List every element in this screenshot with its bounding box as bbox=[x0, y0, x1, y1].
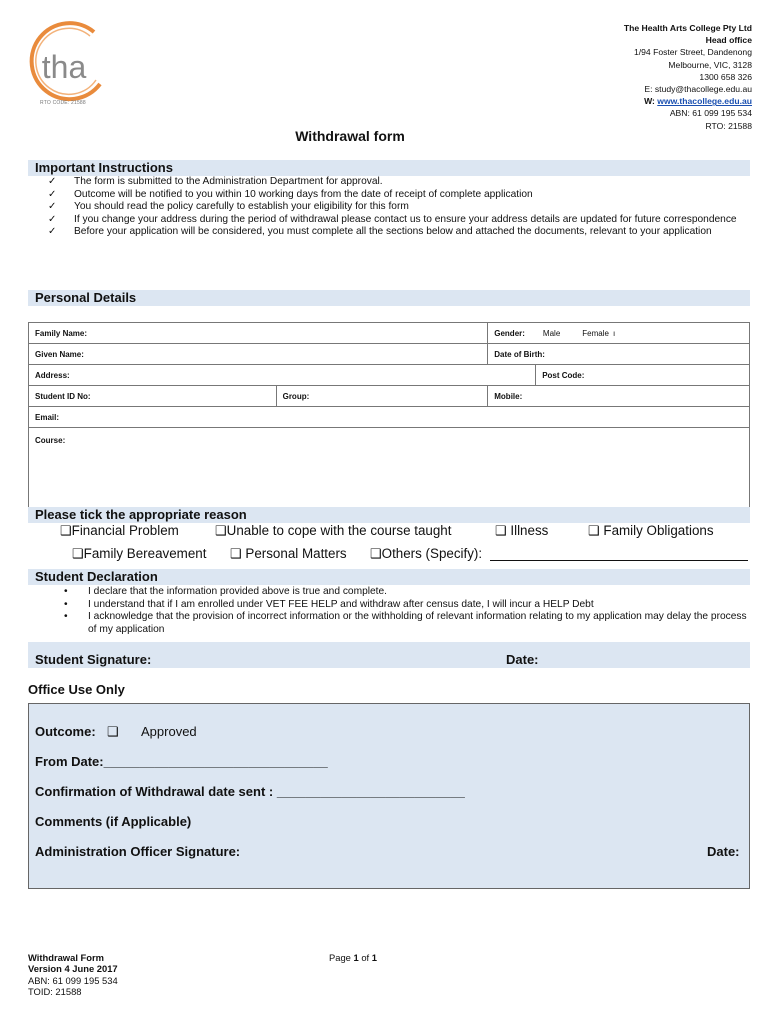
website-line bbox=[624, 95, 752, 107]
checkbox-icon[interactable]: ❑ bbox=[72, 546, 84, 561]
footer-form-name: Withdrawal Form bbox=[28, 952, 104, 963]
footer-version: Version 4 June 2017 bbox=[28, 963, 118, 975]
instruction-item: ✓ You should read the policy carefully to establish your eligibility for this form bbox=[48, 201, 409, 212]
checkbox-icon[interactable]: ❑ bbox=[495, 523, 507, 538]
gender-female[interactable]: Female bbox=[582, 328, 609, 338]
rto: RTO: 21588 bbox=[705, 120, 752, 131]
email-field[interactable]: Email: bbox=[29, 407, 750, 428]
signature-bar bbox=[28, 642, 750, 668]
logo-rto-code: RTO CODE: 21588 bbox=[40, 100, 86, 106]
declaration-heading: Student Declaration bbox=[28, 569, 750, 585]
checkbox-icon[interactable]: ❑ bbox=[230, 546, 242, 561]
gender-male[interactable]: Male bbox=[542, 328, 561, 338]
checkbox-icon[interactable]: ❑ bbox=[588, 523, 600, 538]
abn: ABN: 61 099 195 534 bbox=[669, 108, 752, 119]
footer-toid: TOID: 21588 bbox=[28, 986, 82, 998]
logo-text: tha bbox=[41, 49, 87, 85]
footer-info bbox=[28, 952, 118, 998]
footer-abn: ABN: 61 099 195 534 bbox=[28, 974, 118, 986]
approved-label: Approved bbox=[141, 724, 197, 739]
website-link[interactable]: www.thacollege.edu.au bbox=[657, 96, 752, 107]
city: Melbourne, VIC, 3128 bbox=[668, 59, 752, 70]
company-name: The Health Arts College Pty Ltd bbox=[623, 23, 752, 33]
form-title: Withdrawal form bbox=[295, 128, 405, 144]
course-field[interactable]: Course: bbox=[29, 428, 750, 521]
gender-female-box[interactable]: ı bbox=[612, 328, 616, 338]
head-office: Head office bbox=[705, 35, 752, 46]
bullet-icon: • bbox=[64, 598, 68, 610]
personal-details-table bbox=[28, 322, 750, 521]
mobile-field[interactable]: Mobile: bbox=[488, 386, 750, 407]
reason-unable[interactable]: ❑Unable to cope with the course taught bbox=[215, 523, 452, 538]
check-icon: ✓ bbox=[48, 176, 57, 187]
check-icon: ✓ bbox=[48, 213, 57, 225]
reason-financial[interactable]: ❑Financial Problem bbox=[60, 523, 179, 538]
instruction-item: ✓ Before your application will be considered, you must complete all the sections below and attached the documents, relevant to your application bbox=[48, 226, 712, 237]
student-id-field[interactable]: Student ID No: bbox=[29, 386, 277, 407]
checkbox-icon[interactable]: ❑ bbox=[60, 523, 72, 538]
post-code-field[interactable]: Post Code: bbox=[536, 365, 750, 386]
checkbox-icon[interactable]: ❑ bbox=[107, 724, 119, 739]
street: 1/94 Foster Street, Dandenong bbox=[633, 47, 752, 58]
instruction-item: ✓ Outcome will be notified to you within 10 working days from the date of receipt of complete application bbox=[48, 188, 533, 200]
student-date-label[interactable]: Date: bbox=[506, 652, 539, 667]
college-logo bbox=[24, 18, 112, 110]
checkbox-icon[interactable]: ❑ bbox=[370, 546, 382, 561]
declaration-item: • I declare that the information provided above is true and complete. bbox=[64, 586, 388, 597]
instruction-item: ✓ If you change your address during the period of withdrawal please contact us to ensure your address details are updated for future correspondence bbox=[48, 213, 737, 225]
office-use-box bbox=[28, 703, 750, 889]
confirmation-field[interactable]: Confirmation of Withdrawal date sent : __________________________ bbox=[35, 784, 465, 799]
reason-others[interactable]: ❑Others (Specify): bbox=[370, 546, 483, 561]
group-field[interactable]: Group: bbox=[276, 386, 488, 407]
phone: 1300 658 326 bbox=[699, 71, 752, 82]
check-icon: ✓ bbox=[48, 201, 57, 212]
instructions-list bbox=[44, 176, 754, 239]
instructions-heading: Important Instructions bbox=[28, 160, 750, 176]
check-icon: ✓ bbox=[48, 226, 57, 237]
others-specify-line[interactable] bbox=[490, 560, 748, 561]
outcome-label: Outcome: bbox=[35, 724, 96, 739]
dob-field[interactable]: Date of Birth: bbox=[488, 344, 750, 365]
family-name-field[interactable]: Family Name: bbox=[29, 323, 488, 344]
student-signature-label[interactable]: Student Signature: bbox=[35, 652, 152, 667]
email: E: study@thacollege.edu.au bbox=[644, 84, 752, 95]
declaration-list bbox=[44, 586, 754, 636]
admin-signature-label[interactable]: Administration Officer Signature: bbox=[35, 844, 241, 859]
comments-label: Comments (if Applicable) bbox=[35, 814, 192, 829]
address-field[interactable]: Address: bbox=[29, 365, 536, 386]
from-date-field[interactable]: From Date:_______________________________ bbox=[35, 754, 328, 769]
web-prefix: W: bbox=[644, 96, 658, 107]
gender-field[interactable]: Gender: Male Female ı bbox=[488, 323, 750, 344]
declaration-item: • I acknowledge that the provision of incorrect information or the withholding of relevant information relating to my application may delay the process of my application bbox=[64, 611, 747, 635]
admin-date-label[interactable]: Date: bbox=[707, 844, 740, 859]
instruction-item: ✓ The form is submitted to the Administration Department for approval. bbox=[48, 176, 383, 187]
address-block bbox=[624, 22, 752, 132]
page-number: Page 1 of 1 bbox=[329, 952, 377, 963]
reason-personal[interactable]: ❑ Personal Matters bbox=[230, 546, 347, 561]
reason-family-obligations[interactable]: ❑ Family Obligations bbox=[588, 523, 714, 538]
reason-bereavement[interactable]: ❑Family Bereavement bbox=[72, 546, 207, 561]
given-name-field[interactable]: Given Name: bbox=[29, 344, 488, 365]
bullet-icon: • bbox=[64, 586, 68, 597]
check-icon: ✓ bbox=[48, 188, 57, 200]
reason-illness[interactable]: ❑ Illness bbox=[495, 523, 549, 538]
office-use-heading: Office Use Only bbox=[28, 682, 125, 697]
bullet-icon: • bbox=[64, 611, 68, 622]
reason-heading: Please tick the appropriate reason bbox=[28, 507, 750, 523]
declaration-item: • I understand that if I am enrolled under VET FEE HELP and withdraw after census date, I will incur a HELP Debt bbox=[64, 598, 594, 610]
personal-details-heading: Personal Details bbox=[28, 290, 750, 306]
checkbox-icon[interactable]: ❑ bbox=[215, 523, 227, 538]
